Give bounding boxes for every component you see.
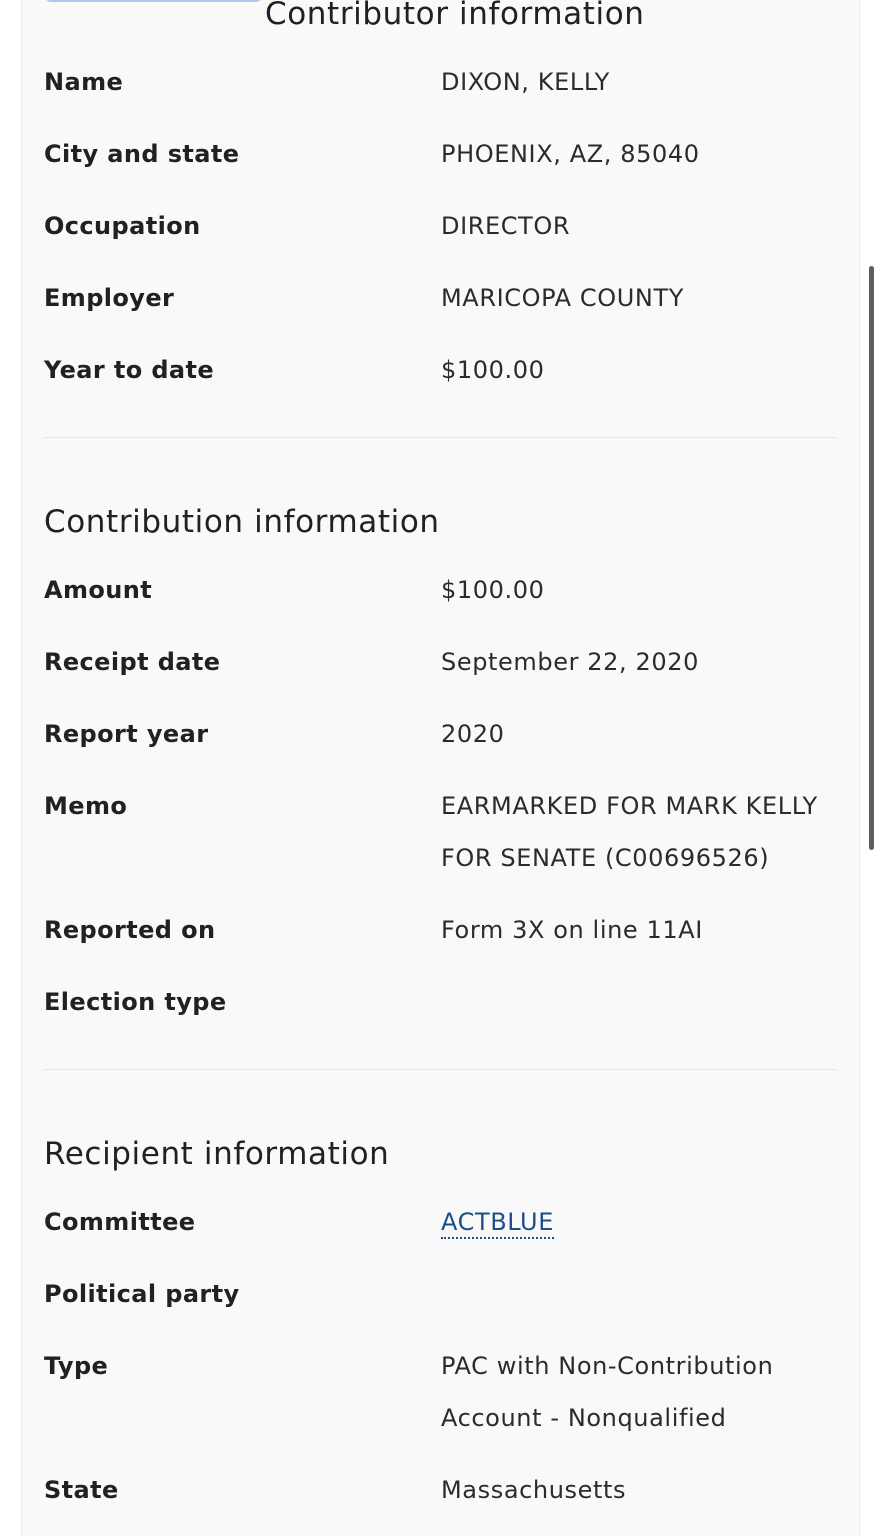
- contribution-amount-label: Amount: [44, 576, 153, 604]
- state-label: State: [44, 1476, 119, 1504]
- contributor-name-value: DIXON, KELLY: [441, 68, 610, 96]
- memo-label: Memo: [44, 792, 128, 820]
- committee-link[interactable]: ACTBLUE: [441, 1208, 554, 1239]
- political-party-label: Political party: [44, 1280, 240, 1308]
- contributor-city-state-value: PHOENIX, AZ, 85040: [441, 140, 700, 168]
- state-value: Massachusetts: [441, 1476, 627, 1504]
- tab-indicator[interactable]: [45, 0, 262, 2]
- contributor-section-title: Contributor information: [265, 0, 645, 32]
- election-type-label: Election type: [44, 988, 227, 1016]
- committee-value: [441, 1205, 841, 1239]
- committee-label: Committee: [44, 1208, 196, 1236]
- receipt-date-label: Receipt date: [44, 648, 221, 676]
- memo-value: EARMARKED FOR MARK KELLY FOR SENATE (C00696526): [441, 792, 818, 872]
- contribution-section-title: Contribution information: [44, 504, 440, 540]
- report-year-label: Report year: [44, 720, 209, 748]
- section-divider: [43, 1069, 837, 1070]
- contributor-city-state-label: City and state: [44, 140, 240, 168]
- contributor-name-label: Name: [44, 68, 124, 96]
- contributor-occupation-value: DIRECTOR: [441, 212, 571, 240]
- report-year-value: 2020: [441, 720, 505, 748]
- recipient-section-title: Recipient information: [44, 1136, 390, 1172]
- contributor-ytd-label: Year to date: [44, 356, 215, 384]
- committee-type-value: PAC with Non-Contribution Account - Nonqualified: [441, 1352, 774, 1432]
- receipt-date-value: September 22, 2020: [441, 648, 699, 676]
- reported-on-label: Reported on: [44, 916, 216, 944]
- scrollbar-thumb[interactable]: [869, 266, 874, 850]
- contributor-employer-value: MARICOPA COUNTY: [441, 284, 684, 312]
- contributor-occupation-label: Occupation: [44, 212, 201, 240]
- contribution-amount-value: $100.00: [441, 576, 545, 604]
- contributor-ytd-value: $100.00: [441, 356, 545, 384]
- contributor-employer-label: Employer: [44, 284, 175, 312]
- section-divider: [43, 437, 837, 438]
- reported-on-value: Form 3X on line 11AI: [441, 916, 703, 944]
- committee-type-label: Type: [44, 1352, 109, 1380]
